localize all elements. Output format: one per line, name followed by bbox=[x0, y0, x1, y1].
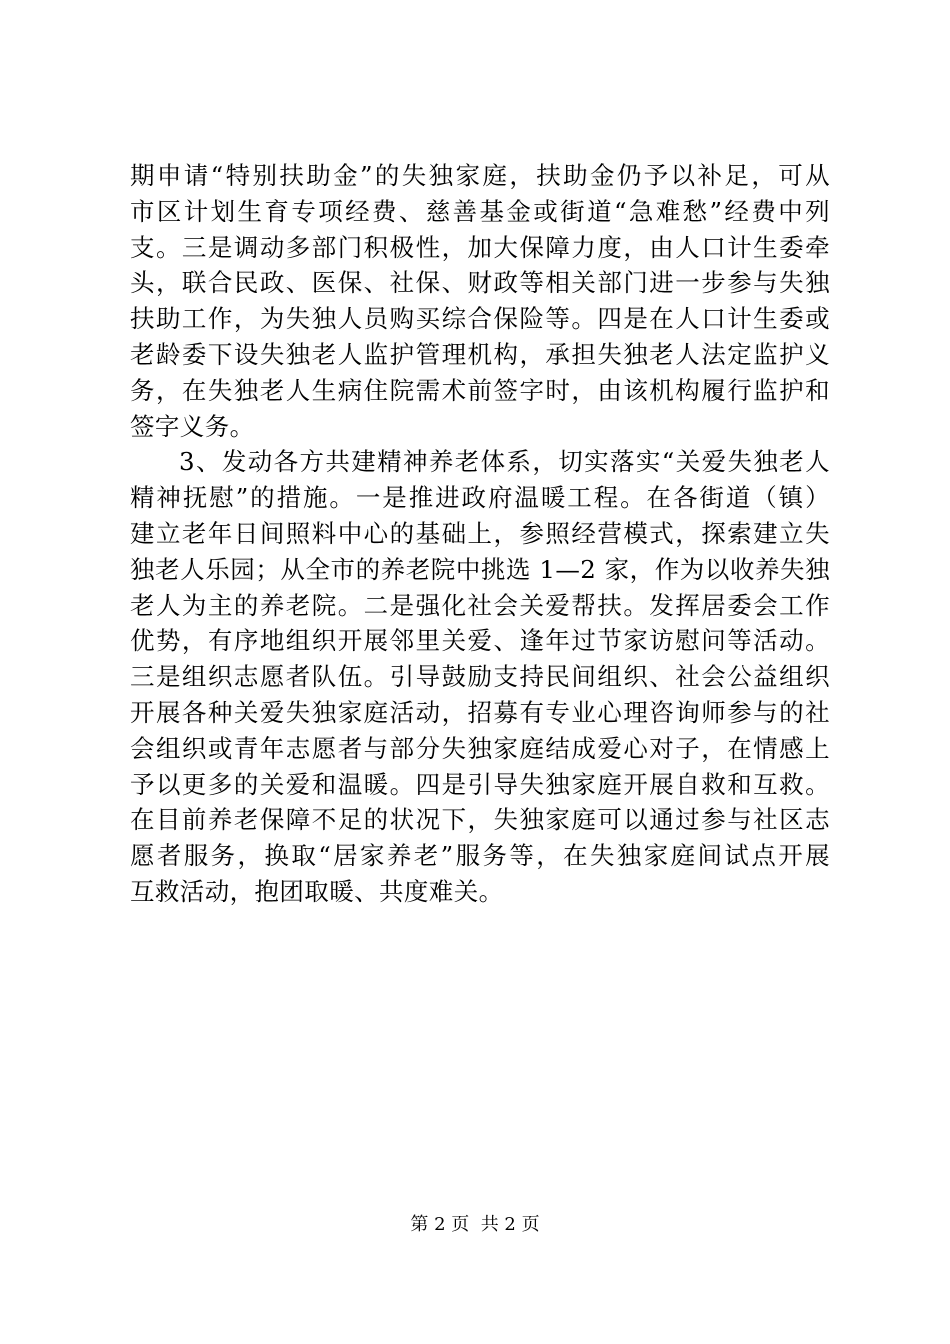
text-line: 签字义务。 bbox=[130, 411, 255, 441]
text-line: 愿者服务，换取“居家养老”服务等，在失独家庭间试点开展 bbox=[130, 841, 830, 871]
document-body bbox=[130, 158, 830, 910]
paragraph-continuation bbox=[130, 158, 830, 444]
paragraph-3 bbox=[130, 444, 830, 909]
text-line: 扶助工作，为失独人员购买综合保险等。四是在人口计生委或 bbox=[130, 304, 830, 334]
text-line: 老龄委下设失独老人监护管理机构，承担失独老人法定监护义 bbox=[130, 339, 830, 369]
text-line: 优势，有序地组织开展邻里关爱、逢年过节家访慰问等活动。 bbox=[130, 626, 830, 656]
text-line: 在目前养老保障不足的状况下，失独家庭可以通过参与社区志 bbox=[130, 805, 830, 835]
text-line: 精神抚慰”的措施。一是推进政府温暖工程。在各街道（镇） bbox=[130, 483, 830, 513]
text-line: 3、发动各方共建精神养老体系，切实落实“关爱失独老人 bbox=[179, 447, 830, 477]
text-line: 予以更多的关爱和温暖。四是引导失独家庭开展自救和互救。 bbox=[130, 769, 830, 799]
text-line: 建立老年日间照料中心的基础上，参照经营模式，探索建立失 bbox=[130, 518, 830, 548]
text-line: 三是组织志愿者队伍。引导鼓励支持民间组织、社会公益组织 bbox=[130, 662, 830, 692]
text-line: 务，在失独老人生病住院需术前签字时，由该机构履行监护和 bbox=[130, 375, 830, 405]
text-line: 独老人乐园；从全市的养老院中挑选 1—2 家，作为以收养失独 bbox=[130, 554, 830, 584]
text-line: 老人为主的养老院。二是强化社会关爱帮扶。发挥居委会工作 bbox=[130, 590, 830, 620]
text-line: 互救活动，抱团取暖、共度难关。 bbox=[130, 876, 504, 906]
text-line: 市区计划生育专项经费、慈善基金或街道“急难愁”经费中列 bbox=[130, 196, 830, 226]
text-line: 会组织或青年志愿者与部分失独家庭结成爱心对子，在情感上 bbox=[130, 733, 830, 763]
text-line: 开展各种关爱失独家庭活动，招募有专业心理咨询师参与的社 bbox=[130, 697, 830, 727]
text-line: 头，联合民政、医保、社保、财政等相关部门进一步参与失独 bbox=[130, 268, 830, 298]
text-line: 期申请“特别扶助金”的失独家庭，扶助金仍予以补足，可从 bbox=[130, 161, 830, 190]
page-number-footer: 第 2 页 共 2 页 bbox=[410, 1214, 540, 1235]
text-line: 支。三是调动多部门积极性，加大保障力度，由人口计生委牵 bbox=[130, 232, 830, 262]
